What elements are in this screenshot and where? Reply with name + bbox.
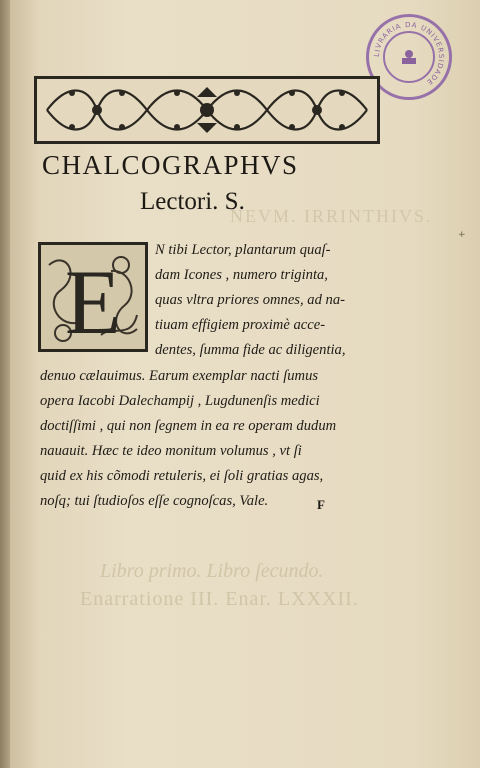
pencil-mark: + xyxy=(458,230,466,240)
page-heading: CHALCOGRAPHVS xyxy=(42,150,299,180)
body-line: quas vltra priores omnes, ad na- xyxy=(155,292,345,308)
body-line: quid ex his cõmodi retuleris, ei ſoli gratias agas, xyxy=(40,468,324,484)
ornament-pattern-icon xyxy=(37,79,377,141)
body-line: nauauit. Hæc te ideo monitum volumus , vt ſi xyxy=(40,443,302,459)
svg-text:E: E xyxy=(64,251,122,349)
body-line: doctiſſimi , qui non ſegnem in ea re operam dudum xyxy=(40,418,337,434)
body-line: tiuam effigiem proximè acce- xyxy=(155,317,326,333)
body-line: dentes, ſumma fide ac diligentia, xyxy=(155,342,346,358)
body-line: dam Icones , numero triginta, xyxy=(155,267,328,283)
book-gutter xyxy=(0,0,10,768)
initial-ornament-icon xyxy=(41,245,145,349)
body-line: N tibi Lector, plantarum quaſ- xyxy=(155,242,331,258)
signature-mark: F xyxy=(317,497,325,512)
show-through-line-1: Libro primo. Libro ſecundo. xyxy=(100,560,324,582)
show-through-upper: NEVM. IRRINTHIVS. xyxy=(230,206,433,226)
svg-text:LIVRARIA DA UNIVERSIDADE: LIVRARIA DA UNIVERSIDADE xyxy=(372,20,446,87)
decorated-initial xyxy=(38,242,148,352)
body-line: denuo cælauimus. Earum exemplar nacti ſumus xyxy=(40,368,319,384)
page-subheading: Lectori. S. xyxy=(140,188,245,215)
body-line: noſq; tui ſtudioſos eſſe cognoſcas, Vale. xyxy=(40,493,269,509)
decorative-headpiece xyxy=(34,76,380,144)
body-line: opera Iacobi Dalechampij , Lugdunenſis medici xyxy=(40,393,320,409)
show-through-line-2: Enarratione III. Enar. LXXXII. xyxy=(80,588,359,610)
